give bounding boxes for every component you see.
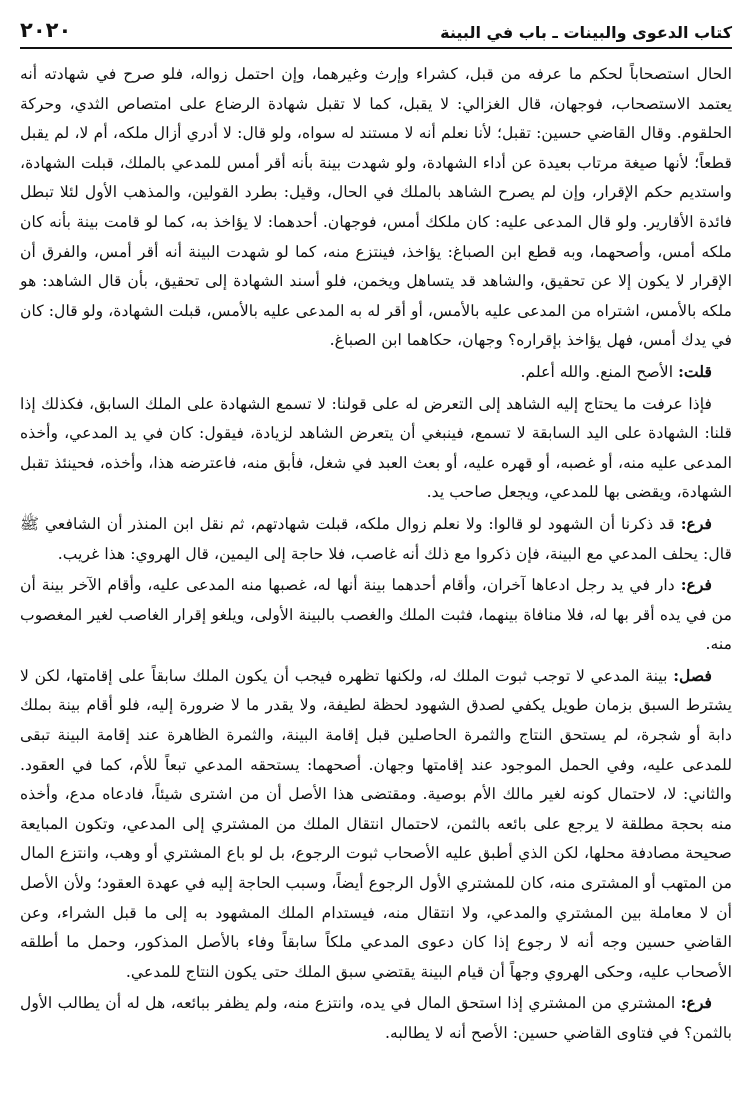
paragraph-text: دار في يد رجل ادعاها آخران، وأقام أحدهما بينة أنها له، غصبها منه المدعى عليه، وأقام الآخر بينة أن من في يده أقر بها له، فلا منافاة بينهما، فثبت الملك والغصب بالبينة الأولى، ويلغو إقرار الغاصب لغير المغصوب منه. — [20, 575, 732, 654]
section-marker: قلت: — [678, 361, 712, 381]
paragraph-text: الحال استصحاباً لحكم ما عرفه من قبل، كشراء وإرث وغيرهما، وإن احتمل زواله، فلو صرح في شهادته أنه يعتمد الاستصحاب، فوجهان، قال الغزالي: لا يقبل، كما لا تقبل شهادة الرضاع على امتصاص الثدي، وحركة الحلقوم. وقال القاضي حسين: تقبل؛ لأنا نعلم أنه لا مستند له سواه، ولو قال: لا أدري أزال ملكه، أم لا، لم يقبل قطعاً؛ لأنها صيغة مرتاب بعيدة عن أداء الشهادة، ولو شهدت بينة بأنه أقر أمس للمدعي بالملك، قبلت الشهادة، واستديم حكم الإقرار، وإن لم يصرح الشاهد بالملك في الحال، وقيل: بطرد القولين، والمذهب الأول لئلا تبطل فائدة الأقارير. ولو قال المدعى عليه: كان ملكك أمس، فوجهان. أحدهما: لا يؤاخذ به، كما لو قامت بينة بأنه كان ملكه أمس، وأصحهما، وبه قطع ابن الصباغ: يؤاخذ، فينتزع منه، كما لو شهدت البينة أنه أقر أمس، والفرق أن الإقرار لا يكون إلا عن تحقيق، والشاهد قد يتساهل ويخمن، فلو أسند الشهادة إلى تحقيق، بأن قال الشاهد: هو ملكه بالأمس، اشتراه من المدعى عليه بالأمس، أو أقر له به المدعى عليه بالأمس، قبلت الشهادة، ولو قال: كان في يدك أمس، فهل يؤاخذ بإقراره؟ وجهان، حكاهما ابن الصباغ. — [20, 64, 732, 350]
book-page — [20, 18, 732, 1050]
page-number: ٢٠٢٠ — [20, 18, 72, 42]
running-title: كتاب الدعوى والبينات ـ باب في البينة — [440, 23, 732, 42]
paragraph-text: بينة المدعي لا توجب ثبوت الملك له، ولكنها تظهره فيجب أن يكون الملك سابقاً على إقامتها، لكن لا يشترط السبق بزمان طويل يكفي لصدق الشهود لحظة لطيفة، ولا يقدر ما لا ضرورة إليه، فلو أقام بينة بملك دابة أو شجرة، لم يستحق النتاج والثمرة الحاصلين قبل إقامة البينة، والثمرة الظاهرة عند إقامة البينة تبقى للمدعى عليه، وفي الحمل الموجود عند إقامتها وجهان. أصحهما: يستحقه المدعي تبعاً للأم، كما في العقود. والثاني: لا، لاحتمال كونه لغير مالك الأم بوصية. ومقتضى هذا الأصل أن من اشترى شيئاً، فادعاه مدع، وأخذه منه بحجة مطلقة لا يرجع على بائعه بالثمن، لاحتمال انتقال الملك من المشتري إلى المدعي، وتكون المبايعة صحيحة مصادفة محلها، لكن الذي أطبق عليه الأصحاب ثبوت الرجوع، بل لو باع المشتري أو وهب، وانتزع المال من المتهب أو المشترى منه، كان للمشتري الأول الرجوع أيضاً، وسبب الحاجة إليه في عهدة العقود؛ ولأن الأصل أن لا معاملة بين المشتري والمدعي، ولا انتقال منه، فيستدام الملك المشهود به إلى ما قبل الشراء، وعن القاضي حسين وجه أنه لا رجوع إذا كان دعوى المدعي ملكاً سابقاً وفاء بالأصل المذكور، وحمل ما أطلقه الأصحاب عليه، وحكى الهروي وجهاً أن قيام البينة يقتضي سبق الملك حتى يكون النتاج للمدعي. — [20, 665, 732, 981]
paragraph-far-3 — [20, 988, 732, 1047]
paragraph-continuation — [20, 59, 732, 355]
section-marker: فرع: — [680, 575, 712, 595]
paragraph-qult — [20, 357, 732, 387]
paragraph-far-2 — [20, 570, 732, 659]
section-marker: فصل: — [673, 665, 712, 685]
section-marker: فرع: — [680, 513, 712, 533]
paragraph-text: قد ذكرنا أن الشهود لو قالوا: ولا نعلم زوال ملكه، قبلت شهادتهم، ثم نقل ابن المنذر أن الشافعي ﷺ قال: يحلف المدعي مع البينة، فإن ذكروا مع ذلك أنه غاصب، فلا حاجة إلى اليمين، قال الهروي: هذا غريب. — [20, 513, 732, 563]
page-header — [20, 18, 732, 49]
paragraph-text: الأصح المنع. والله أعلم. — [520, 361, 679, 381]
paragraph-text: فإذا عرفت ما يحتاج إليه الشاهد إلى التعرض له على قولنا: لا تسمع الشهادة على الملك السابق، فكذلك إذا قلنا: الشهادة على اليد السابقة لا تسمع، فينبغي أن يتعرض الشاهد لزيادة، فيقول: كان في يد المدعي، وأخذه المدعى عليه منه، أو غصبه، أو قهره عليه، أو بعث العبد في شغل، فأبق منه، فاعترضه هذا، وأخذه، فحينئذ تقبل الشهادة، ويقضى بها للمدعي، ويجعل صاحب يد. — [20, 393, 732, 502]
page-body — [20, 59, 732, 1048]
paragraph-text: المشتري من المشتري إذا استحق المال في يده، وانتزع منه، ولم يظفر ببائعه، هل له أن يطالب الأول بالثمن؟ في فتاوى القاضي حسين: الأصح أنه لا يطالبه. — [20, 993, 732, 1042]
paragraph-fasl — [20, 661, 732, 987]
section-marker: فرع: — [680, 993, 712, 1013]
paragraph-witness-requirements — [20, 389, 732, 507]
paragraph-far-1 — [20, 509, 732, 568]
